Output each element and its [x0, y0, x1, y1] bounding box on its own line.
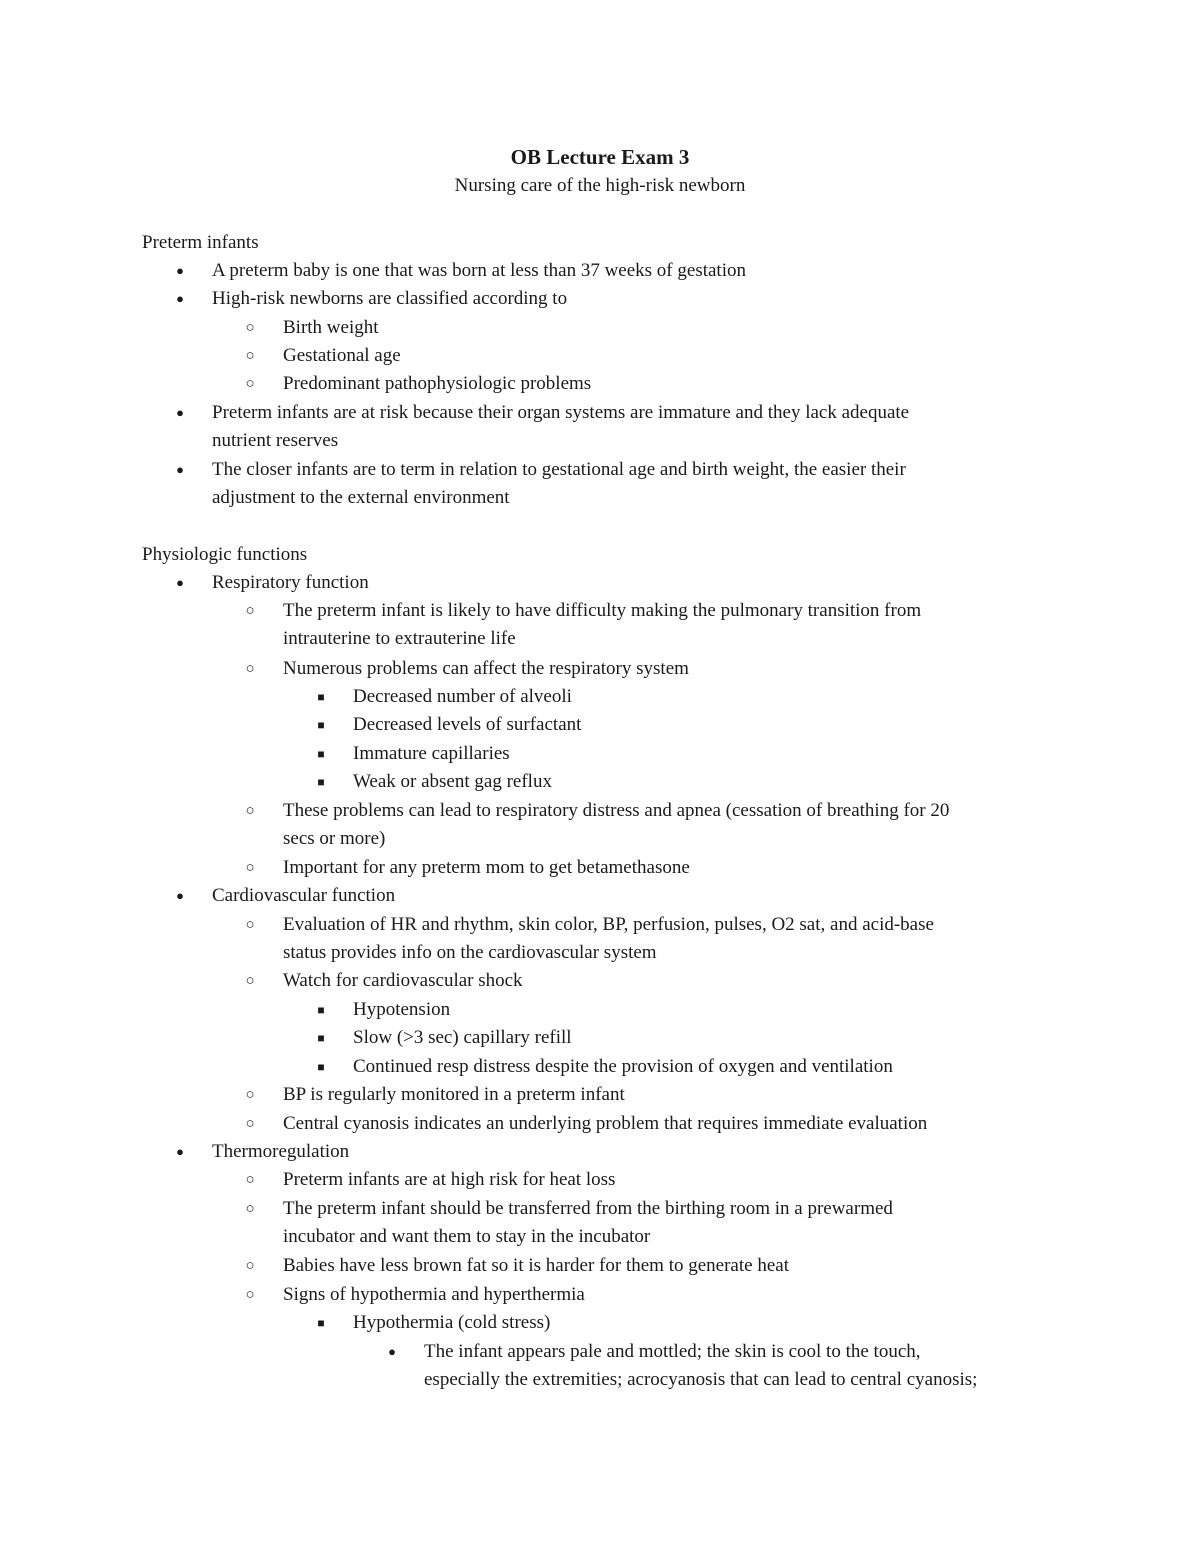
- list-item: The infant appears pale and mottled; the skin is cool to the touch,: [424, 1341, 921, 1362]
- list-item-continuation: secs or more): [283, 828, 386, 849]
- bullet-dot: ●: [176, 405, 184, 420]
- bullet-square: ■: [317, 690, 325, 704]
- list-item: Gestational age: [283, 345, 401, 366]
- list-item-continuation: nutrient reserves: [212, 430, 339, 451]
- list-item: Hypothermia (cold stress): [353, 1312, 551, 1333]
- list-item: Weak or absent gag reflux: [353, 771, 552, 792]
- section-heading-preterm: Preterm infants: [142, 232, 259, 253]
- bullet-square: ■: [317, 775, 325, 789]
- list-item: Watch for cardiovascular shock: [283, 970, 523, 991]
- bullet-dot: ●: [176, 888, 184, 903]
- bullet-square: ■: [317, 718, 325, 732]
- bullet-circle: ○: [245, 1258, 255, 1274]
- list-item: Continued resp distress despite the provision of oxygen and ventilation: [353, 1056, 893, 1077]
- document-subtitle: Nursing care of the high-risk newborn: [454, 175, 746, 196]
- list-item: Evaluation of HR and rhythm, skin color, BP, perfusion, pulses, O2 sat, and acid-base: [283, 914, 934, 935]
- list-item: The preterm infant is likely to have difficulty making the pulmonary transition from: [283, 600, 922, 621]
- bullet-circle: ○: [245, 661, 255, 677]
- list-item-continuation: incubator and want them to stay in the incubator: [283, 1226, 651, 1247]
- list-item-continuation: intrauterine to extrauterine life: [283, 628, 516, 649]
- list-item: Central cyanosis indicates an underlying problem that requires immediate evaluation: [283, 1113, 928, 1134]
- list-item: Thermoregulation: [212, 1141, 350, 1162]
- list-item: Predominant pathophysiologic problems: [283, 373, 592, 394]
- list-item-continuation: especially the extremities; acrocyanosis that can lead to central cyanosis;: [424, 1369, 978, 1390]
- bullet-circle: ○: [245, 917, 255, 933]
- list-item: High-risk newborns are classified according to: [212, 288, 568, 309]
- list-item: Cardiovascular function: [212, 885, 396, 906]
- bullet-square: ■: [317, 1031, 325, 1045]
- list-item: Birth weight: [283, 317, 379, 338]
- bullet-square: ■: [317, 1060, 325, 1074]
- document-title: OB Lecture Exam 3: [510, 145, 690, 169]
- bullet-square: ■: [317, 1003, 325, 1017]
- list-item: Preterm infants are at high risk for heat loss: [283, 1169, 616, 1190]
- bullet-circle: ○: [245, 1116, 255, 1132]
- list-item: These problems can lead to respiratory distress and apnea (cessation of breathing for 20: [283, 800, 950, 821]
- list-item: The preterm infant should be transferred from the birthing room in a prewarmed: [283, 1198, 893, 1219]
- bullet-circle: ○: [245, 803, 255, 819]
- list-item: Babies have less brown fat so it is harder for them to generate heat: [283, 1255, 789, 1276]
- bullet-square: ■: [317, 747, 325, 761]
- list-item: Decreased levels of surfactant: [353, 714, 582, 735]
- list-item: Numerous problems can affect the respiratory system: [283, 658, 689, 679]
- bullet-circle: ○: [245, 1287, 255, 1303]
- list-item: A preterm baby is one that was born at less than 37 weeks of gestation: [212, 260, 746, 281]
- list-item: Immature capillaries: [353, 743, 510, 764]
- bullet-circle: ○: [245, 348, 255, 364]
- bullet-circle: ○: [245, 1201, 255, 1217]
- list-item: Preterm infants are at risk because their organ systems are immature and they lack adequate: [212, 402, 910, 423]
- bullet-square: ■: [317, 1316, 325, 1330]
- list-item: Important for any preterm mom to get betamethasone: [283, 857, 690, 878]
- bullet-circle: ○: [245, 1087, 255, 1103]
- bullet-circle: ○: [245, 1172, 255, 1188]
- list-item: Signs of hypothermia and hyperthermia: [283, 1284, 585, 1305]
- bullet-dot: ●: [388, 1344, 396, 1359]
- list-item: BP is regularly monitored in a preterm infant: [283, 1084, 625, 1105]
- bullet-dot: ●: [176, 575, 184, 590]
- bullet-dot: ●: [176, 291, 184, 306]
- bullet-circle: ○: [245, 973, 255, 989]
- list-item-continuation: status provides info on the cardiovascular system: [283, 942, 657, 963]
- list-item: Respiratory function: [212, 572, 369, 593]
- list-item: Hypotension: [353, 999, 451, 1020]
- list-item: Slow (>3 sec) capillary refill: [353, 1027, 572, 1048]
- list-item-continuation: adjustment to the external environment: [212, 487, 510, 508]
- list-item: The closer infants are to term in relation to gestational age and birth weight, the easier their: [212, 459, 906, 480]
- bullet-circle: ○: [245, 320, 255, 336]
- section-heading-physiologic: Physiologic functions: [142, 544, 308, 565]
- bullet-circle: ○: [245, 860, 255, 876]
- bullet-dot: ●: [176, 263, 184, 278]
- bullet-circle: ○: [245, 603, 255, 619]
- bullet-circle: ○: [245, 376, 255, 392]
- bullet-dot: ●: [176, 462, 184, 477]
- list-item: Decreased number of alveoli: [353, 686, 572, 707]
- bullet-dot: ●: [176, 1144, 184, 1159]
